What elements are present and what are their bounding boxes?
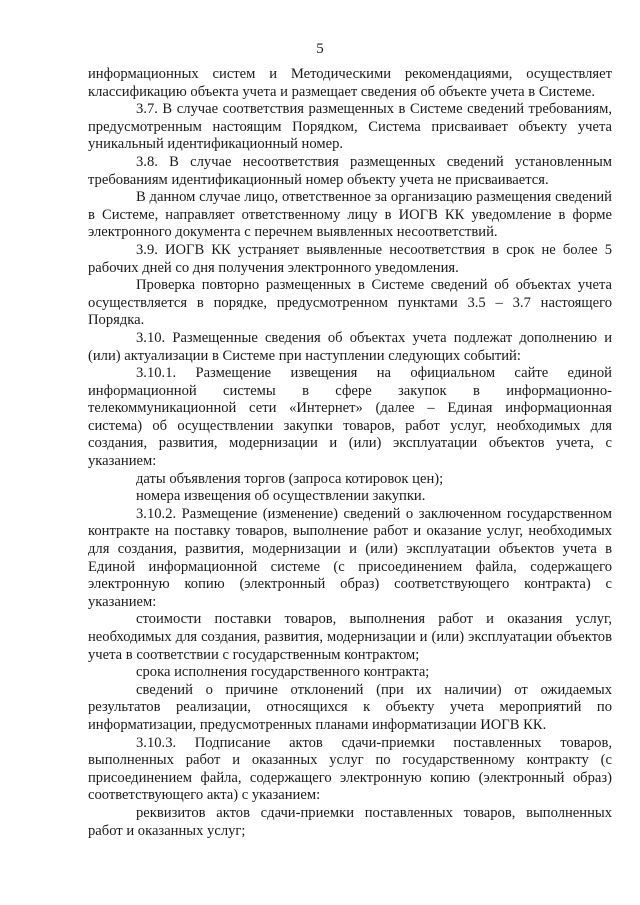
paragraph: 3.9. ИОГВ КК устраняет выявленные несоответствия в срок не более 5 рабочих дней со дня получения электронного уведомления. (88, 241, 612, 276)
paragraph: реквизитов актов сдачи-приемки поставленных товаров, выполненных работ и оказанных услуг; (88, 804, 612, 839)
paragraph: В данном случае лицо, ответственное за организацию размещения сведений в Системе, направляет ответственному лицу в ИОГВ КК уведомление в форме электронного документа с перечнем выявленных несоответствий. (88, 189, 612, 241)
paragraph: срока исполнения государственного контракта; (136, 664, 430, 681)
paragraph: стоимости поставки товаров, выполнения работ и оказания услуг, необходимых для создания, развития, модернизации и (или) эксплуатации объектов учета в соответствии с государственным контрактом; (88, 611, 612, 663)
paragraph: номера извещения об осуществлении закупки. (136, 488, 426, 505)
paragraph: информационных систем и Методическими рекомендациями, осуществляет классификацию объекта учета и размещает сведения об объекте учета в Системе. (88, 66, 612, 100)
paragraph: 3.10.2. Размещение (изменение) сведений о заключенном государственном контракте на поставку товаров, выполнение работ и оказание услуг, необходимых для создания, развития, модернизации и (или) эксплуатации объектов учета в Единой информационной системе (с присоединением файла, содержащего электронную копию (электронный образ) соответствующего контракта) с указанием: (88, 505, 612, 610)
paragraph: даты объявления торгов (запроса котировок цен); (136, 470, 444, 487)
page-number: 5 (316, 41, 324, 57)
paragraph: 3.10.1. Размещение извещения на официальном сайте единой информационной системы в сфере закупок в информационно-телекоммуникационной сети «Интернет» (далее – Единая информационная система) об осуществлении закупки товаров, работ услуг, необходимых для создания, развития, модернизации и (или) эксплуатации объектов учета, с указанием: (88, 365, 612, 470)
paragraph: 3.7. В случае соответствия размещенных в Системе сведений требованиям, предусмотренным настоящим Порядком, Система присваивает объекту учета уникальный идентификационный номер. (88, 101, 612, 153)
paragraph: 3.10. Размещенные сведения об объектах учета подлежат дополнению и (или) актуализации в Системе при наступлении следующих событий: (88, 329, 612, 364)
paragraph: 3.8. В случае несоответствия размещенных сведений установленным требованиям идентификационный номер объекту учета не присваивается. (88, 153, 612, 188)
paragraph: сведений о причине отклонений (при их наличии) от ожидаемых результатов реализации, относящихся к объекту учета мероприятий по информатизации, предусмотренных планами информатизации ИОГВ КК. (88, 681, 612, 733)
document-body (88, 66, 612, 840)
paragraph: Проверка повторно размещенных в Системе сведений об объектах учета осуществляется в порядке, предусмотренном пунктами 3.5 – 3.7 настоящего Порядка. (88, 277, 612, 329)
paragraph: 3.10.3. Подписание актов сдачи-приемки поставленных товаров, выполненных работ и оказанных услуг по государственному контракту (с присоединением файла, содержащего электронную копию (электронный образ) соответствующего акта) с указанием: (88, 734, 612, 804)
